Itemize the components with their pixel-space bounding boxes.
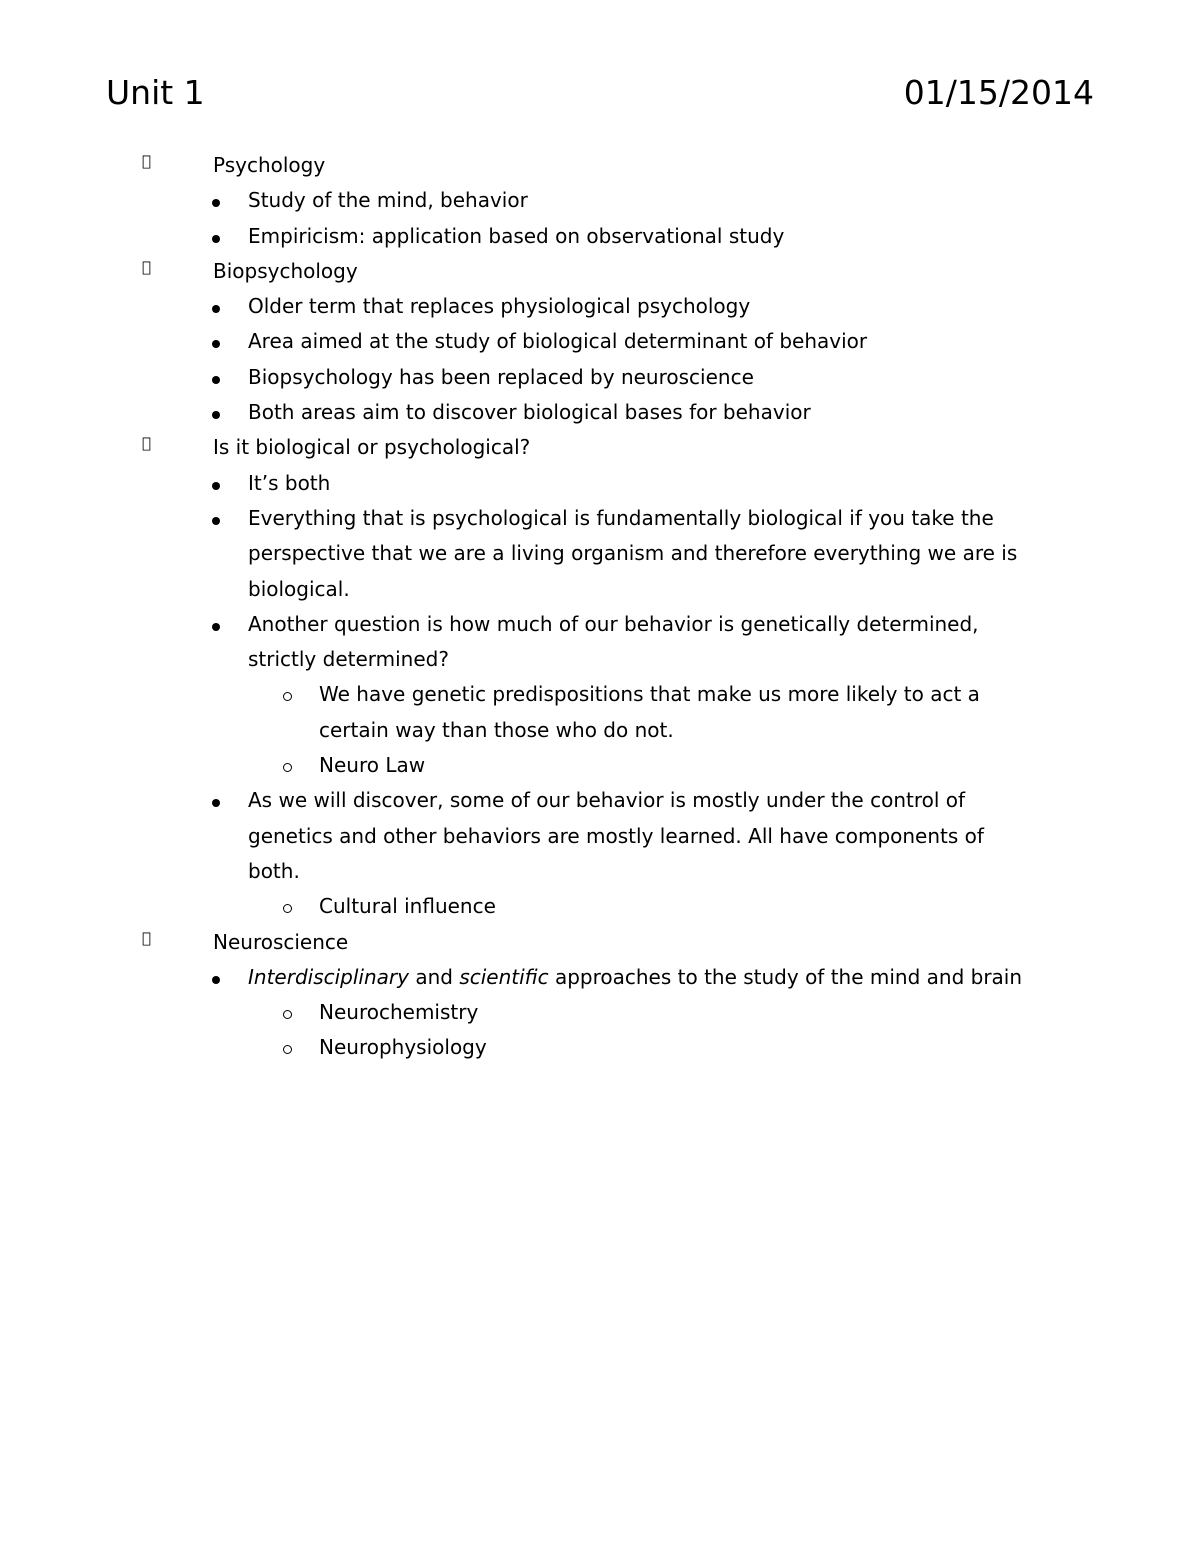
missing-glyph-bullet-icon (142, 921, 151, 956)
section-heading-text: Is it biological or psychological? (213, 435, 531, 460)
list-item-text (248, 960, 1022, 995)
missing-glyph-bullet-icon (142, 144, 151, 179)
sub-list-item-continuation (0, 713, 1200, 748)
list-item (0, 289, 1200, 324)
bullet-icon (212, 340, 220, 348)
bullet-icon (212, 305, 220, 313)
section-heading (0, 430, 1200, 465)
sub-list-item (0, 677, 1200, 712)
list-item-text: genetics and other behaviors are mostly learned. All have components of (248, 823, 984, 848)
list-item (0, 607, 1200, 642)
section-heading-text: Biopsychology (213, 258, 358, 283)
missing-glyph-bullet-icon (142, 426, 151, 461)
list-item (0, 219, 1200, 254)
bullet-icon (212, 976, 220, 984)
list-item (0, 360, 1200, 395)
list-item-continuation (0, 854, 1200, 889)
text-run: approaches to the study of the mind and brain (548, 964, 1023, 989)
list-item-continuation (0, 819, 1200, 854)
list-item-text: Another question is how much of our behavior is genetically determined, (248, 611, 979, 636)
section-heading-text: Neuroscience (213, 929, 349, 954)
list-item-text: Everything that is psychological is fundamentally biological if you take the (248, 505, 994, 530)
missing-glyph-bullet-icon (142, 250, 151, 285)
list-item (0, 466, 1200, 501)
list-item-text: Older term that replaces physiological psychology (248, 294, 751, 319)
list-item-text: Empiricism: application based on observational study (248, 223, 785, 248)
list-item-text: Study of the mind, behavior (248, 188, 528, 213)
section-heading (0, 254, 1200, 289)
page-title: Unit 1 (106, 73, 205, 112)
list-item-text: Area aimed at the study of biological determinant of behavior (248, 329, 868, 354)
text-run: and (408, 964, 460, 989)
list-item-continuation (0, 536, 1200, 571)
hollow-bullet-icon (283, 1045, 292, 1054)
italic-term: Interdisciplinary (248, 964, 409, 989)
sub-list-item-text: Cultural influence (319, 894, 496, 919)
hollow-bullet-icon (283, 763, 292, 772)
italic-term: scientific (459, 964, 549, 989)
hollow-bullet-icon (283, 1010, 292, 1019)
list-item-text: Biopsychology has been replaced by neuroscience (248, 364, 754, 389)
sub-list-item (0, 1030, 1200, 1065)
sub-list-item-text: certain way than those who do not. (319, 717, 674, 742)
list-item-text: It’s both (248, 470, 331, 495)
list-item (0, 395, 1200, 430)
page-date: 01/15/2014 (903, 73, 1094, 112)
hollow-bullet-icon (283, 904, 292, 913)
section-heading-text: Psychology (213, 153, 326, 177)
sub-list-item-text: Neurophysiology (319, 1035, 487, 1060)
bullet-icon (212, 376, 220, 384)
list-item (0, 324, 1200, 359)
list-item-text: perspective that we are a living organism and therefore everything we are is (248, 541, 1018, 566)
list-item (0, 183, 1200, 218)
list-item-text: Both areas aim to discover biological bases for behavior (248, 400, 811, 425)
bullet-icon (212, 623, 220, 631)
sub-list-item-text: Neuro Law (319, 753, 426, 778)
bullet-icon (212, 482, 220, 490)
list-item (0, 501, 1200, 536)
sub-list-item-text: We have genetic predispositions that make us more likely to act a (319, 682, 980, 707)
sub-list-item (0, 995, 1200, 1030)
bullet-icon (212, 199, 220, 207)
list-item-continuation (0, 642, 1200, 677)
list-item-text: both. (248, 858, 300, 883)
section-heading (0, 148, 1200, 183)
hollow-bullet-icon (283, 692, 292, 701)
page-header (106, 70, 1094, 116)
list-item-continuation (0, 572, 1200, 607)
list-item-text: biological. (248, 576, 350, 601)
list-item (0, 783, 1200, 818)
list-item (0, 960, 1200, 995)
section-heading (0, 925, 1200, 960)
sub-list-item (0, 748, 1200, 783)
bullet-icon (212, 411, 220, 419)
list-item-text: strictly determined? (248, 647, 449, 672)
bullet-icon (212, 235, 220, 243)
sub-list-item (0, 889, 1200, 924)
notes-list (0, 148, 1200, 1066)
sub-list-item-text: Neurochemistry (319, 1000, 479, 1025)
list-item-text: As we will discover, some of our behavior is mostly under the control of (248, 788, 966, 813)
bullet-icon (212, 799, 220, 807)
bullet-icon (212, 517, 220, 525)
